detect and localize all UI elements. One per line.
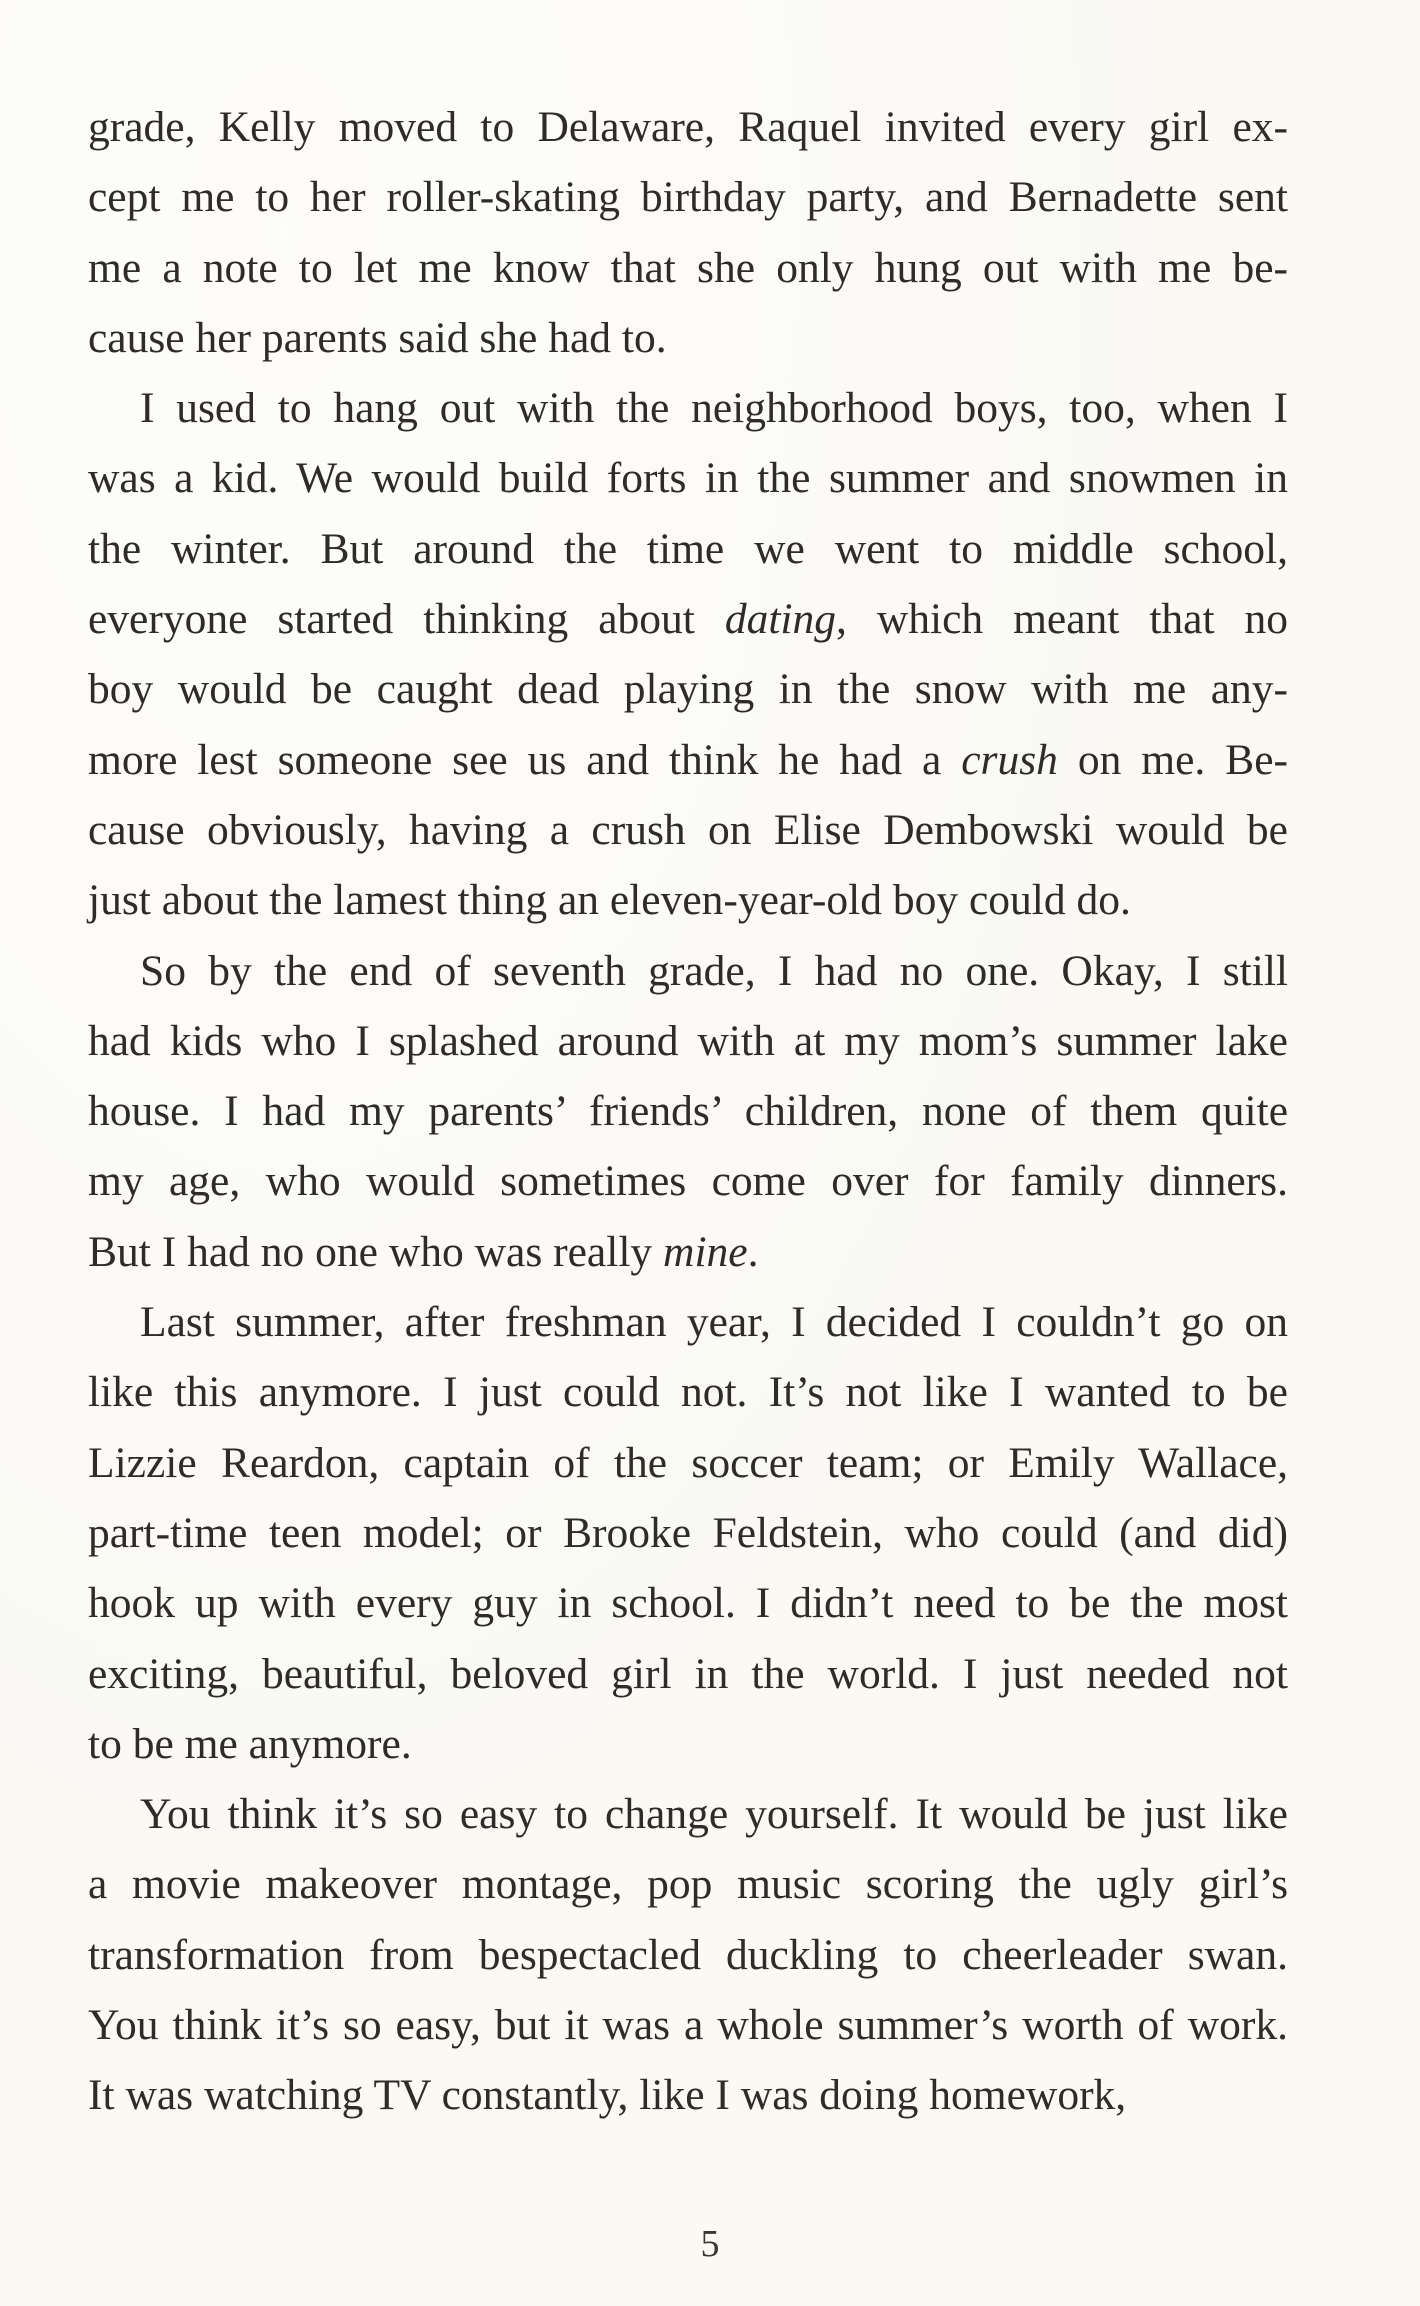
text-line xyxy=(88,725,1288,795)
paragraph xyxy=(88,373,1288,935)
text-line: like this anymore. I just could not. It’s not like I wanted to be xyxy=(88,1368,1288,1417)
text-line xyxy=(88,1217,1288,1287)
italic-emphasis: mine xyxy=(663,1227,748,1276)
italic-emphasis: crush xyxy=(961,735,1058,784)
paragraph xyxy=(88,1779,1288,2130)
text-line: So by the end of seventh grade, I had no one. Okay, I still xyxy=(140,946,1288,995)
body-text xyxy=(88,92,1288,2131)
text-line: to be me anymore. xyxy=(88,1719,412,1768)
text-line: transformation from bespectacled duckling to cheerleader swan. xyxy=(88,1930,1288,1979)
text-line: grade, Kelly moved to Delaware, Raquel invited every girl ex- xyxy=(88,103,1288,151)
text-line: house. I had my parents’ friends’ children, none of them quite xyxy=(88,1087,1288,1136)
text-line: just about the lamest thing an eleven-year-old boy could do. xyxy=(88,876,1131,925)
text-line: cause her parents said she had to. xyxy=(88,313,667,362)
text-run: more lest someone see us and think he had a xyxy=(88,735,962,784)
paragraph xyxy=(88,1287,1288,1779)
text-line: It was watching TV constantly, like I was doing homework, xyxy=(88,2071,1127,2120)
text-line: exciting, beautiful, beloved girl in the world. I just needed not xyxy=(88,1649,1288,1698)
text-line: the winter. But around the time we went to middle school, xyxy=(88,524,1288,573)
paragraph xyxy=(88,92,1288,373)
text-line: I used to hang out with the neighborhood boys, too, when I xyxy=(140,384,1288,433)
text-line: cept me to her roller-skating birthday party, and Bernadette sent xyxy=(88,173,1288,222)
text-line: Lizzie Reardon, captain of the soccer team; or Emily Wallace, xyxy=(88,1438,1288,1487)
text-line: a movie makeover montage, pop music scoring the ugly girl’s xyxy=(88,1860,1288,1909)
text-run: on me. Be- xyxy=(1057,735,1288,784)
text-line: boy would be caught dead playing in the snow with me any- xyxy=(88,665,1288,714)
page-number: 5 xyxy=(700,2223,720,2265)
text-run: , which meant that no xyxy=(836,595,1289,644)
text-run: everyone started thinking about xyxy=(88,595,725,644)
text-line: me a note to let me know that she only hung out with me be- xyxy=(88,243,1288,292)
text-run: . xyxy=(747,1227,759,1276)
text-line: cause obviously, having a crush on Elise Dembowski would be xyxy=(88,805,1288,854)
paragraph xyxy=(88,936,1288,1287)
text-line: hook up with every guy in school. I didn’t need to be the most xyxy=(88,1579,1288,1628)
text-line: was a kid. We would build forts in the summer and snowmen in xyxy=(88,454,1288,503)
text-line: Last summer, after freshman year, I decided I couldn’t go on xyxy=(140,1298,1288,1347)
text-line: You think it’s so easy to change yourself. It would be just like xyxy=(140,1790,1288,1839)
text-line xyxy=(88,584,1288,654)
text-line: part-time teen model; or Brooke Feldstein, who could (and did) xyxy=(88,1508,1288,1557)
text-line: had kids who I splashed around with at my mom’s summer lake xyxy=(88,1016,1288,1065)
text-line: You think it’s so easy, but it was a whole summer’s worth of work. xyxy=(88,2001,1288,2050)
text-run: But I had no one who was really xyxy=(88,1227,664,1276)
italic-emphasis: dating xyxy=(724,595,836,644)
text-line: my age, who would sometimes come over for family dinners. xyxy=(88,1157,1288,1206)
